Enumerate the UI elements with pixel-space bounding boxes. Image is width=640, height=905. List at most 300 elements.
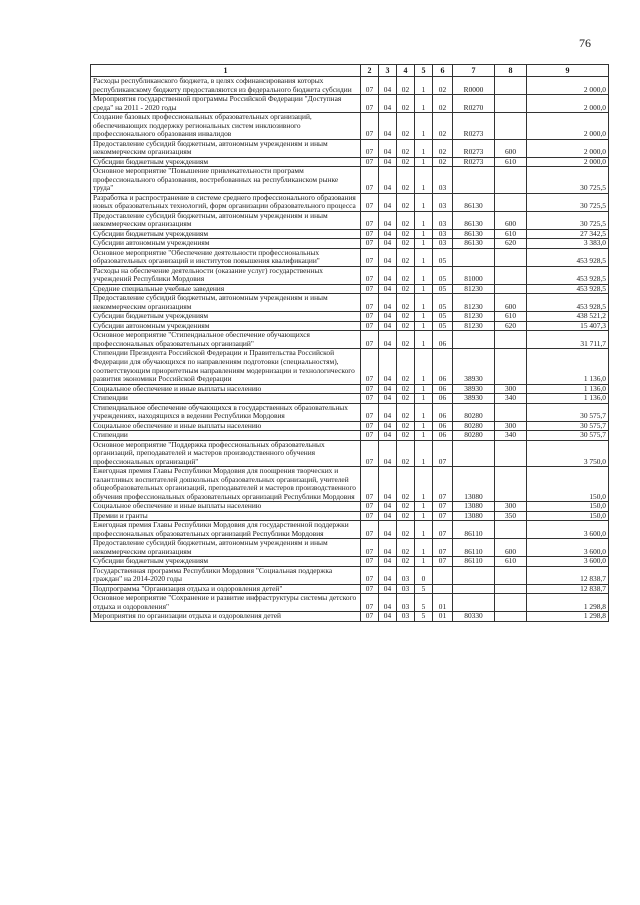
code-program: 02: [397, 331, 415, 349]
code-event: [433, 566, 453, 584]
code-expense-type: [495, 566, 527, 584]
code-section: 07: [361, 584, 379, 594]
row-description: Предоставление субсидий бюджетным, автономным учреждениям и иным некоммерческим организациям: [91, 539, 361, 557]
code-section: 07: [361, 211, 379, 229]
code-expense-type: [495, 594, 527, 612]
amount-value: 12 838,7: [527, 584, 609, 594]
code-direction: 81230: [453, 312, 495, 322]
code-expense-type: [495, 521, 527, 539]
code-section: 07: [361, 139, 379, 157]
row-description: Стипендии: [91, 394, 361, 404]
code-program: 02: [397, 403, 415, 421]
column-header: 8: [495, 65, 527, 77]
row-description: Социальное обеспечение и иные выплаты населению: [91, 421, 361, 431]
column-header: 5: [415, 65, 433, 77]
amount-value: 150,0: [527, 467, 609, 502]
code-subprogram: 1: [415, 239, 433, 249]
code-direction: [453, 440, 495, 467]
code-direction: [453, 248, 495, 266]
code-program: 02: [397, 266, 415, 284]
code-section: 07: [361, 294, 379, 312]
code-direction: [453, 331, 495, 349]
amount-value: 453 928,5: [527, 284, 609, 294]
code-section: 07: [361, 557, 379, 567]
code-expense-type: [495, 248, 527, 266]
code-event: 06: [433, 394, 453, 404]
code-section: 07: [361, 612, 379, 622]
code-event: 06: [433, 349, 453, 384]
code-expense-type: 600: [495, 539, 527, 557]
table-header-row: [91, 65, 609, 77]
amount-value: 3 600,0: [527, 539, 609, 557]
code-section: 07: [361, 266, 379, 284]
table-row: [91, 431, 609, 441]
code-event: 05: [433, 294, 453, 312]
table-row: [91, 557, 609, 567]
code-section: 07: [361, 312, 379, 322]
amount-value: 3 383,0: [527, 239, 609, 249]
row-description: Подпрограмма "Организация отдыха и оздоровления детей": [91, 584, 361, 594]
code-subsection: 04: [379, 566, 397, 584]
code-event: 06: [433, 421, 453, 431]
code-expense-type: [495, 331, 527, 349]
table-row: [91, 612, 609, 622]
amount-value: 30 725,5: [527, 193, 609, 211]
code-event: 03: [433, 239, 453, 249]
code-subprogram: 1: [415, 403, 433, 421]
code-subprogram: 1: [415, 139, 433, 157]
code-subsection: 04: [379, 266, 397, 284]
code-section: 07: [361, 594, 379, 612]
table-row: [91, 502, 609, 512]
code-direction: 80280: [453, 421, 495, 431]
row-description: Стипендии: [91, 431, 361, 441]
row-description: Субсидии бюджетным учреждениям: [91, 157, 361, 167]
table-row: [91, 440, 609, 467]
code-direction: 38930: [453, 384, 495, 394]
amount-value: 1 298,8: [527, 594, 609, 612]
code-expense-type: [495, 284, 527, 294]
row-description: Средние специальные учебные заведения: [91, 284, 361, 294]
code-subprogram: 5: [415, 594, 433, 612]
code-subprogram: 1: [415, 440, 433, 467]
code-program: 02: [397, 139, 415, 157]
code-subsection: 04: [379, 394, 397, 404]
code-event: 06: [433, 331, 453, 349]
code-expense-type: 340: [495, 394, 527, 404]
code-program: 02: [397, 521, 415, 539]
table-row: [91, 384, 609, 394]
code-direction: 38930: [453, 349, 495, 384]
code-section: 07: [361, 521, 379, 539]
table-row: [91, 229, 609, 239]
code-section: 07: [361, 95, 379, 113]
code-program: 02: [397, 193, 415, 211]
code-event: 05: [433, 266, 453, 284]
code-subsection: 04: [379, 467, 397, 502]
table-row: [91, 511, 609, 521]
row-description: Разработка и распространение в системе среднего профессионального образования новых образовательных технологий, форм организации образовательного процесса: [91, 193, 361, 211]
code-subsection: 04: [379, 421, 397, 431]
code-direction: 86130: [453, 193, 495, 211]
code-direction: 80280: [453, 403, 495, 421]
code-expense-type: [495, 193, 527, 211]
code-direction: R0273: [453, 113, 495, 140]
row-description: Стипендиальное обеспечение обучающихся в государственных образовательных учреждениях, находящихся в ведении Республики Мордовия: [91, 403, 361, 421]
row-description: Мероприятия по организации отдыха и оздоровления детей: [91, 612, 361, 622]
code-direction: [453, 566, 495, 584]
row-description: Основное мероприятие "Сохранение и развитие инфраструктуры системы детского отдыха и оздоровления": [91, 594, 361, 612]
code-program: 02: [397, 321, 415, 331]
code-expense-type: 300: [495, 384, 527, 394]
code-subprogram: 5: [415, 612, 433, 622]
code-section: 07: [361, 77, 379, 95]
column-header: 9: [527, 65, 609, 77]
column-header: 4: [397, 65, 415, 77]
code-section: 07: [361, 502, 379, 512]
code-subprogram: 1: [415, 421, 433, 431]
code-section: 07: [361, 157, 379, 167]
code-direction: 81230: [453, 321, 495, 331]
amount-value: 2 000,0: [527, 139, 609, 157]
code-subsection: 04: [379, 211, 397, 229]
amount-value: 1 136,0: [527, 349, 609, 384]
code-event: 05: [433, 284, 453, 294]
code-program: 03: [397, 566, 415, 584]
code-event: 02: [433, 139, 453, 157]
code-program: 02: [397, 239, 415, 249]
code-program: 02: [397, 77, 415, 95]
code-event: 03: [433, 211, 453, 229]
row-description: Субсидии бюджетным учреждениям: [91, 229, 361, 239]
code-section: 07: [361, 229, 379, 239]
row-description: Предоставление субсидий бюджетным, автономным учреждениям и иным некоммерческим организациям: [91, 211, 361, 229]
column-header: 2: [361, 65, 379, 77]
table-row: [91, 113, 609, 140]
code-section: 07: [361, 193, 379, 211]
row-description: Ежегодная премия Главы Республики Мордовия для государственной поддержки профессиональных образовательных организаций Республики Мордовия: [91, 521, 361, 539]
code-subprogram: 1: [415, 502, 433, 512]
code-subprogram: 1: [415, 312, 433, 322]
table-row: [91, 294, 609, 312]
code-program: 02: [397, 167, 415, 194]
amount-value: 1 136,0: [527, 384, 609, 394]
code-direction: 81230: [453, 284, 495, 294]
table-row: [91, 266, 609, 284]
code-subprogram: 1: [415, 211, 433, 229]
amount-value: 30 575,7: [527, 403, 609, 421]
code-subprogram: 1: [415, 193, 433, 211]
row-description: Субсидии автономным учреждениям: [91, 239, 361, 249]
code-subsection: 04: [379, 584, 397, 594]
code-expense-type: 610: [495, 312, 527, 322]
code-direction: [453, 584, 495, 594]
code-program: 02: [397, 294, 415, 312]
code-event: 07: [433, 539, 453, 557]
amount-value: 30 575,7: [527, 431, 609, 441]
code-expense-type: [495, 349, 527, 384]
code-section: 07: [361, 167, 379, 194]
code-subsection: 04: [379, 321, 397, 331]
code-expense-type: [495, 612, 527, 622]
code-section: 07: [361, 239, 379, 249]
code-subprogram: 1: [415, 557, 433, 567]
code-event: 07: [433, 440, 453, 467]
column-header: 1: [91, 65, 361, 77]
code-direction: R0270: [453, 95, 495, 113]
code-direction: [453, 594, 495, 612]
code-program: 02: [397, 539, 415, 557]
code-expense-type: 610: [495, 157, 527, 167]
code-subsection: 04: [379, 384, 397, 394]
code-expense-type: [495, 467, 527, 502]
row-description: Субсидии бюджетным учреждениям: [91, 312, 361, 322]
code-direction: 86110: [453, 557, 495, 567]
table-row: [91, 211, 609, 229]
table-row: [91, 331, 609, 349]
code-subsection: 04: [379, 312, 397, 322]
code-subprogram: 1: [415, 95, 433, 113]
code-subsection: 04: [379, 539, 397, 557]
code-subprogram: 1: [415, 284, 433, 294]
row-description: Стипендии Президента Российской Федерации и Правительства Российской Федерации для обучающихся по направлениям подготовки (специальностям), соответствующим приоритетным направлениям модернизации и технологического развития экономики Российской Федерации: [91, 349, 361, 384]
code-event: 05: [433, 321, 453, 331]
code-subprogram: 1: [415, 294, 433, 312]
code-subsection: 04: [379, 284, 397, 294]
code-expense-type: 300: [495, 421, 527, 431]
code-subprogram: 1: [415, 467, 433, 502]
row-description: Создание базовых профессиональных образовательных организаций, обеспечивающих поддержку региональных систем инклюзивного профессионального образования инвалидов: [91, 113, 361, 140]
code-subprogram: 1: [415, 321, 433, 331]
code-subprogram: 5: [415, 584, 433, 594]
table-row: [91, 594, 609, 612]
amount-value: 3 750,0: [527, 440, 609, 467]
amount-value: 2 000,0: [527, 95, 609, 113]
code-direction: 13080: [453, 467, 495, 502]
row-description: Расходы на обеспечение деятельности (оказание услуг) государственных учреждений Республики Мордовия: [91, 266, 361, 284]
code-subprogram: 1: [415, 248, 433, 266]
code-event: 07: [433, 557, 453, 567]
column-header: 6: [433, 65, 453, 77]
code-section: 07: [361, 511, 379, 521]
row-description: Социальное обеспечение и иные выплаты населению: [91, 384, 361, 394]
code-subsection: 04: [379, 139, 397, 157]
table-row: [91, 248, 609, 266]
amount-value: 453 928,5: [527, 266, 609, 284]
table-row: [91, 394, 609, 404]
code-expense-type: 600: [495, 294, 527, 312]
row-description: Премии и гранты: [91, 511, 361, 521]
code-program: 02: [397, 384, 415, 394]
code-section: 07: [361, 384, 379, 394]
code-expense-type: [495, 167, 527, 194]
amount-value: 2 000,0: [527, 113, 609, 140]
code-subsection: 04: [379, 431, 397, 441]
amount-value: 31 711,7: [527, 331, 609, 349]
table-row: [91, 284, 609, 294]
code-program: 02: [397, 467, 415, 502]
amount-value: 438 521,2: [527, 312, 609, 322]
code-expense-type: 610: [495, 229, 527, 239]
row-description: Основное мероприятие "Поддержка профессиональных образовательных организаций, преподавателей и мастеров производственного обучения профессиональных организаций": [91, 440, 361, 467]
code-subprogram: 1: [415, 77, 433, 95]
table-row: [91, 349, 609, 384]
table-row: [91, 421, 609, 431]
code-expense-type: 620: [495, 321, 527, 331]
code-section: 07: [361, 566, 379, 584]
code-expense-type: 340: [495, 431, 527, 441]
row-description: Основное мероприятие "Обеспечение деятельности профессиональных образовательных организаций и институтов повышения квалификации": [91, 248, 361, 266]
code-direction: 86130: [453, 211, 495, 229]
code-subsection: 04: [379, 167, 397, 194]
code-subprogram: 1: [415, 331, 433, 349]
amount-value: 2 000,0: [527, 157, 609, 167]
row-description: Расходы республиканского бюджета, в целях софинансирования которых республиканскому бюджету предоставляются из федерального бюджета субсидии: [91, 77, 361, 95]
code-direction: 81000: [453, 266, 495, 284]
table-row: [91, 167, 609, 194]
code-expense-type: [495, 403, 527, 421]
code-subsection: 04: [379, 502, 397, 512]
code-program: 02: [397, 394, 415, 404]
table-row: [91, 312, 609, 322]
code-direction: 86130: [453, 229, 495, 239]
code-direction: R0273: [453, 139, 495, 157]
code-event: 07: [433, 511, 453, 521]
code-subsection: 04: [379, 95, 397, 113]
code-subprogram: 1: [415, 167, 433, 194]
code-program: 02: [397, 312, 415, 322]
table-row: [91, 584, 609, 594]
amount-value: 27 342,5: [527, 229, 609, 239]
code-section: 07: [361, 440, 379, 467]
code-subprogram: 1: [415, 521, 433, 539]
code-program: 02: [397, 157, 415, 167]
code-subprogram: 1: [415, 394, 433, 404]
code-program: 02: [397, 440, 415, 467]
row-description: Предоставление субсидий бюджетным, автономным учреждениям и иным некоммерческим организациям: [91, 139, 361, 157]
code-expense-type: 300: [495, 502, 527, 512]
amount-value: 30 725,5: [527, 211, 609, 229]
table-row: [91, 193, 609, 211]
table-row: [91, 239, 609, 249]
code-event: 02: [433, 157, 453, 167]
code-subprogram: 1: [415, 113, 433, 140]
code-event: 05: [433, 312, 453, 322]
code-subsection: 04: [379, 239, 397, 249]
row-description: Основное мероприятие "Повышение привлекательности программ профессионального образования, востребованных на республиканском рынке труда": [91, 167, 361, 194]
code-event: 07: [433, 521, 453, 539]
code-program: 02: [397, 502, 415, 512]
code-subprogram: 1: [415, 431, 433, 441]
code-subsection: 04: [379, 229, 397, 239]
amount-value: 3 600,0: [527, 521, 609, 539]
code-program: 02: [397, 431, 415, 441]
code-subsection: 04: [379, 294, 397, 312]
code-expense-type: 600: [495, 139, 527, 157]
code-program: 02: [397, 349, 415, 384]
column-header: 3: [379, 65, 397, 77]
code-section: 07: [361, 113, 379, 140]
code-event: 06: [433, 403, 453, 421]
code-section: 07: [361, 349, 379, 384]
table-row: [91, 157, 609, 167]
code-section: 07: [361, 431, 379, 441]
code-subprogram: 1: [415, 157, 433, 167]
code-subsection: 04: [379, 349, 397, 384]
code-direction: R0273: [453, 157, 495, 167]
code-direction: 38930: [453, 394, 495, 404]
amount-value: 150,0: [527, 511, 609, 521]
code-subprogram: 1: [415, 349, 433, 384]
code-expense-type: 610: [495, 557, 527, 567]
code-subsection: 04: [379, 113, 397, 140]
code-direction: 80330: [453, 612, 495, 622]
code-program: 02: [397, 557, 415, 567]
code-event: 06: [433, 384, 453, 394]
code-section: 07: [361, 321, 379, 331]
table-row: [91, 566, 609, 584]
amount-value: 15 407,3: [527, 321, 609, 331]
code-expense-type: [495, 266, 527, 284]
code-section: 07: [361, 248, 379, 266]
amount-value: 453 928,5: [527, 294, 609, 312]
code-subsection: 04: [379, 193, 397, 211]
code-section: 07: [361, 284, 379, 294]
code-event: 03: [433, 167, 453, 194]
code-expense-type: [495, 95, 527, 113]
code-event: [433, 584, 453, 594]
code-program: 02: [397, 511, 415, 521]
page-number: 76: [579, 36, 591, 50]
code-subsection: 04: [379, 594, 397, 612]
code-subprogram: 0: [415, 566, 433, 584]
code-subsection: 04: [379, 403, 397, 421]
code-program: 02: [397, 113, 415, 140]
code-direction: 86110: [453, 521, 495, 539]
table-row: [91, 139, 609, 157]
code-program: 03: [397, 594, 415, 612]
row-description: Ежегодная премия Главы Республики Мордовия для поощрения творческих и талантливых воспитателей дошкольных образовательных организаций, учителей общеобразовательных организаций, преподавателей и мастеров производственного обучения профессиональных образовательных организаций Республики Мордовия: [91, 467, 361, 502]
amount-value: 12 838,7: [527, 566, 609, 584]
code-program: 02: [397, 284, 415, 294]
code-subprogram: 1: [415, 384, 433, 394]
code-subprogram: 1: [415, 266, 433, 284]
code-subsection: 04: [379, 511, 397, 521]
code-event: 03: [433, 229, 453, 239]
code-event: 05: [433, 248, 453, 266]
code-direction: 81230: [453, 294, 495, 312]
code-program: 03: [397, 612, 415, 622]
code-event: 07: [433, 467, 453, 502]
code-program: 02: [397, 95, 415, 113]
code-program: 02: [397, 211, 415, 229]
amount-value: 1 298,8: [527, 612, 609, 622]
row-description: Социальное обеспечение и иные выплаты населению: [91, 502, 361, 512]
table-row: [91, 403, 609, 421]
code-direction: R0000: [453, 77, 495, 95]
row-description: Основное мероприятие "Стипендиальное обеспечение обучающихся профессиональных образовательных организаций": [91, 331, 361, 349]
code-program: 02: [397, 248, 415, 266]
code-expense-type: 620: [495, 239, 527, 249]
code-section: 07: [361, 539, 379, 557]
code-direction: 13080: [453, 511, 495, 521]
code-expense-type: [495, 584, 527, 594]
row-description: Субсидии автономным учреждениям: [91, 321, 361, 331]
row-description: Государственная программа Республики Мордовия "Социальная поддержка граждан" на 2014-2020 годы: [91, 566, 361, 584]
code-subsection: 04: [379, 248, 397, 266]
code-event: 01: [433, 612, 453, 622]
table-row: [91, 321, 609, 331]
